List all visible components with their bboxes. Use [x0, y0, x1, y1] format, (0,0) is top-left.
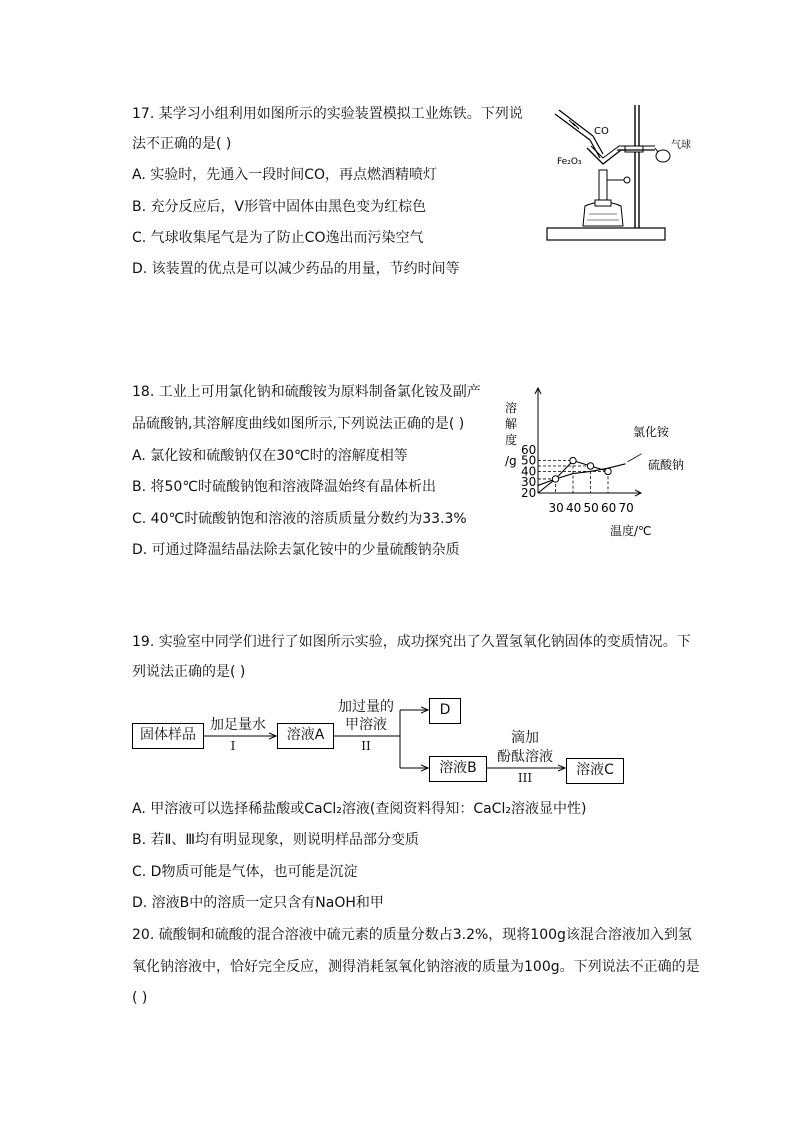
step1-number: I: [230, 739, 236, 753]
chart-xlabel: 温度/℃: [610, 524, 652, 538]
q17-option-a: A. 实验时，先通入一段时间CO，再点燃酒精喷灯: [132, 167, 438, 183]
balloon-label: 气球: [671, 140, 691, 151]
box-solution-c: 溶液C: [566, 758, 624, 784]
legend-ammonium-chloride: 氯化铵: [633, 425, 670, 439]
q19-option-d: D. 溶液B中的溶质一定只含有NaOH和甲: [132, 895, 384, 911]
q18-option-c: C. 40℃时硫酸钠饱和溶液的溶质质量分数约为33.3%: [132, 511, 467, 527]
marked-point: [587, 463, 593, 469]
q18-solubility-chart: [500, 385, 700, 540]
clamp: [625, 146, 643, 152]
box-d: D: [429, 698, 461, 724]
q17-option-d: D. 该装置的优点是可以减少药品的用量，节约时间等: [132, 261, 460, 277]
x-tick-label: 40: [566, 501, 582, 515]
y-tick-label: 30: [521, 475, 537, 490]
ylabel-char-2: 解: [505, 417, 518, 431]
q20-stem-line1: 20. 硫酸铜和硫酸的混合溶液中硫元素的质量分数占3.2%，现将100g该混合溶液加入到氢: [132, 927, 692, 943]
chart-series: [538, 454, 642, 493]
y-tick-label: 50: [521, 453, 537, 468]
q18-option-d: D. 可通过降温结晶法除去氯化铵中的少量硫酸钠杂质: [132, 542, 460, 558]
q19-option-c: C. D物质可能是气体，也可能是沉淀: [132, 864, 358, 880]
q19-stem-line1: 19. 实验室中同学们进行了如图所示实验，成功探究出了久置氢氧化钠固体的变质情况。下: [132, 634, 691, 650]
q18-option-b: B. 将50℃时硫酸钠饱和溶液降温始终有晶体析出: [132, 479, 437, 495]
y-tick-label: 20: [521, 486, 537, 500]
q17-option-b: B. 充分反应后，V形管中固体由黑色变为红棕色: [132, 199, 427, 215]
marked-point: [605, 468, 611, 474]
stand-base: [547, 228, 665, 240]
marked-point: [570, 457, 576, 463]
ylabel-char-1: 溶: [505, 401, 518, 415]
chart-guide-lines: [538, 461, 608, 493]
box-solid-sample: 固体样品: [132, 723, 204, 749]
q17-apparatus-figure: [545, 100, 695, 245]
ylabel-char-3: 度: [505, 433, 518, 447]
marked-point: [552, 476, 558, 482]
x-tick-label: 50: [583, 501, 599, 515]
q18-stem-line1: 18. 工业上可用氯化钠和硫酸铵为原料制备氯化铵及副产: [132, 384, 481, 400]
q18-option-a: A. 氯化铵和硫酸钠仅在30℃时的溶解度相等: [132, 448, 408, 464]
q20-stem-line3: ( ): [132, 990, 148, 1006]
q18-stem-line2: 品硫酸钠,其溶解度曲线如图所示,下列说法正确的是( ): [132, 416, 465, 432]
q17-stem-line1: 17. 某学习小组利用如图所示的实验装置模拟工业炼铁。下列说: [132, 106, 523, 122]
q20-stem-line2: 氧化钠溶液中，恰好完全反应，测得消耗氢氧化钠溶液的质量为100g。下列说法不正确的是: [132, 959, 700, 975]
box-solution-a: 溶液A: [277, 723, 334, 749]
alcohol-lamp: [583, 170, 630, 226]
q19-stem-line2: 列说法正确的是( ): [132, 664, 246, 680]
step3-number: III: [517, 771, 533, 785]
q17-stem-line2: 法不正确的是( ): [132, 136, 232, 152]
legend-sodium-sulfate: 硫酸钠: [648, 458, 685, 472]
y-tick-label: 60: [521, 442, 537, 457]
fe2o3-label: Fe₂O₃: [557, 157, 582, 167]
step2-number: II: [361, 739, 371, 753]
step2-label-line1: 加过量的: [338, 699, 394, 715]
step2-label-line2: 甲溶液: [345, 717, 387, 733]
step3-label-line2: 酚酞溶液: [497, 749, 553, 765]
ylabel-char-4: /g: [505, 454, 517, 468]
chart-axes: [535, 388, 641, 496]
step3-label-line1: 滴加: [511, 730, 539, 746]
step1-label: 加足量水: [210, 717, 266, 733]
q17-option-c: C. 气球收集尾气是为了防止CO逸出而污染空气: [132, 230, 424, 246]
q19-option-b: B. 若Ⅱ、Ⅲ均有明显现象，则说明样品部分变质: [132, 832, 420, 848]
q19-option-a: A. 甲溶液可以选择稀盐酸或CaCl₂溶液(查阅资料得知：CaCl₂溶液显中性): [132, 801, 587, 817]
x-tick-label: 60: [601, 501, 617, 515]
v-tube: [587, 148, 655, 164]
x-tick-label: 70: [618, 501, 634, 515]
y-tick-label: 40: [521, 464, 537, 479]
x-tick-label: 30: [548, 501, 564, 515]
legend-leader-1: [628, 454, 642, 462]
box-solution-b: 溶液B: [429, 756, 487, 782]
co-label: CO: [594, 126, 609, 137]
